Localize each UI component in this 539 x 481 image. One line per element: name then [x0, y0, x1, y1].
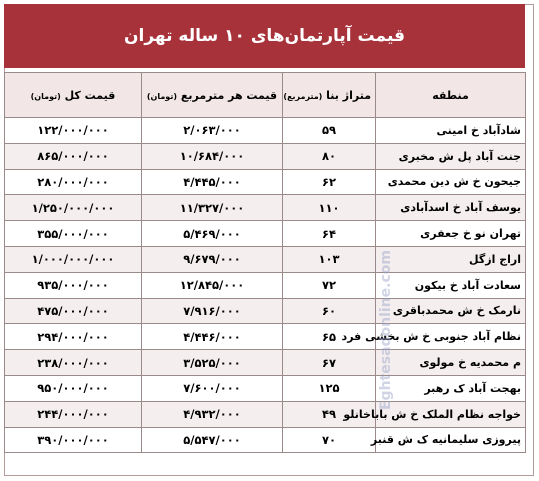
cell-total-price: ۹۳۵/۰۰۰/۰۰۰ — [5, 272, 142, 298]
column-header-price-per-m2-label: قیمت هر مترمربع — [180, 88, 278, 102]
table-row — [5, 118, 526, 144]
watermark-text: Eghtesadonline.com — [378, 249, 395, 411]
cell-total-price: ۳۹۰/۰۰۰/۰۰۰ — [5, 427, 142, 453]
cell-area: ۸۰ — [283, 143, 376, 169]
cell-region: سعادت آباد خ بیکون — [376, 272, 526, 298]
table-row — [5, 195, 526, 221]
cell-total-price: ۱/۰۰۰/۰۰۰/۰۰۰ — [5, 246, 142, 272]
table-row — [5, 324, 526, 350]
cell-total-price: ۲۹۴/۰۰۰/۰۰۰ — [5, 324, 142, 350]
cell-area: ۶۲ — [283, 169, 376, 195]
table-row — [5, 246, 526, 272]
column-header-region — [376, 73, 526, 118]
table-row — [5, 272, 526, 298]
cell-region: شادآباد خ امینی — [376, 118, 526, 144]
page-title: قیمت آپارتمان‌های ۱۰ ساله تهران — [4, 4, 525, 68]
cell-region: تهران نو خ جعفری — [376, 221, 526, 247]
cell-price-per-m2: ۱۱/۳۲۷/۰۰۰ — [142, 195, 283, 221]
cell-area: ۱۰۳ — [283, 246, 376, 272]
cell-area: ۶۷ — [283, 350, 376, 376]
column-header-area-label: متراژ بنا — [326, 88, 371, 102]
cell-area: ۴۹ — [283, 401, 376, 427]
table-row — [5, 427, 526, 453]
cell-price-per-m2: ۵/۵۴۷/۰۰۰ — [142, 427, 283, 453]
cell-price-per-m2: ۱۲/۸۴۵/۰۰۰ — [142, 272, 283, 298]
cell-area: ۷۰ — [283, 427, 376, 453]
column-header-price-per-m2-unit: (تومان) — [146, 91, 177, 101]
cell-region: اراج ازگل — [376, 246, 526, 272]
price-table — [4, 72, 526, 453]
cell-region: بهجت آباد ک رهبر — [376, 375, 526, 401]
cell-price-per-m2: ۲/۰۶۳/۰۰۰ — [142, 118, 283, 144]
price-table-container — [4, 72, 525, 453]
cell-total-price: ۱۲۲/۰۰۰/۰۰۰ — [5, 118, 142, 144]
table-row — [5, 169, 526, 195]
column-header-total-price-unit: (تومان) — [30, 91, 61, 101]
cell-area: ۱۲۵ — [283, 375, 376, 401]
table-header-row — [5, 73, 526, 118]
column-header-price-per-m2 — [142, 73, 283, 118]
cell-total-price: ۲۳۸/۰۰۰/۰۰۰ — [5, 350, 142, 376]
table-row — [5, 143, 526, 169]
table-row — [5, 350, 526, 376]
cell-area: ۱۱۰ — [283, 195, 376, 221]
cell-area: ۷۲ — [283, 272, 376, 298]
cell-total-price: ۱/۲۵۰/۰۰۰/۰۰۰ — [5, 195, 142, 221]
column-header-area-unit: (مترمربع) — [283, 91, 323, 101]
cell-total-price: ۴۷۵/۰۰۰/۰۰۰ — [5, 298, 142, 324]
cell-price-per-m2: ۴/۴۴۵/۰۰۰ — [142, 169, 283, 195]
cell-price-per-m2: ۵/۴۶۹/۰۰۰ — [142, 221, 283, 247]
column-header-area — [283, 73, 376, 118]
cell-region: خواجه نظام الملک خ ش باباخانلو — [376, 401, 526, 427]
table-row — [5, 375, 526, 401]
column-header-total-price-label: قیمت کل — [64, 88, 116, 102]
cell-price-per-m2: ۷/۹۱۶/۰۰۰ — [142, 298, 283, 324]
cell-region: نارمک خ ش محمدباقری — [376, 298, 526, 324]
column-header-total-price — [5, 73, 142, 118]
cell-area: ۵۹ — [283, 118, 376, 144]
cell-region: جنت آباد پل ش مخبری — [376, 143, 526, 169]
cell-region: نظام آباد جنوبی خ ش بخشی فرد — [376, 324, 526, 350]
cell-total-price: ۳۵۵/۰۰۰/۰۰۰ — [5, 221, 142, 247]
table-row — [5, 298, 526, 324]
cell-total-price: ۹۵۰/۰۰۰/۰۰۰ — [5, 375, 142, 401]
cell-area: ۶۴ — [283, 221, 376, 247]
cell-area: ۶۵ — [283, 324, 376, 350]
cell-region: پیروزی سلیمانیه ک ش قنبر — [376, 427, 526, 453]
cell-total-price: ۲۴۴/۰۰۰/۰۰۰ — [5, 401, 142, 427]
cell-region: جیحون خ ش دین محمدی — [376, 169, 526, 195]
table-body — [5, 118, 526, 453]
cell-total-price: ۲۸۰/۰۰۰/۰۰۰ — [5, 169, 142, 195]
table-row — [5, 401, 526, 427]
cell-area: ۶۰ — [283, 298, 376, 324]
cell-price-per-m2: ۳/۵۲۵/۰۰۰ — [142, 350, 283, 376]
table-row — [5, 221, 526, 247]
cell-region: م محمدیه خ مولوی — [376, 350, 526, 376]
cell-price-per-m2: ۱۰/۶۸۴/۰۰۰ — [142, 143, 283, 169]
cell-region: یوسف آباد خ اسدآبادی — [376, 195, 526, 221]
column-header-region-label: منطقه — [432, 88, 469, 102]
cell-price-per-m2: ۴/۹۳۲/۰۰۰ — [142, 401, 283, 427]
cell-price-per-m2: ۴/۴۴۶/۰۰۰ — [142, 324, 283, 350]
cell-price-per-m2: ۷/۶۰۰/۰۰۰ — [142, 375, 283, 401]
cell-price-per-m2: ۹/۶۷۹/۰۰۰ — [142, 246, 283, 272]
cell-total-price: ۸۶۵/۰۰۰/۰۰۰ — [5, 143, 142, 169]
